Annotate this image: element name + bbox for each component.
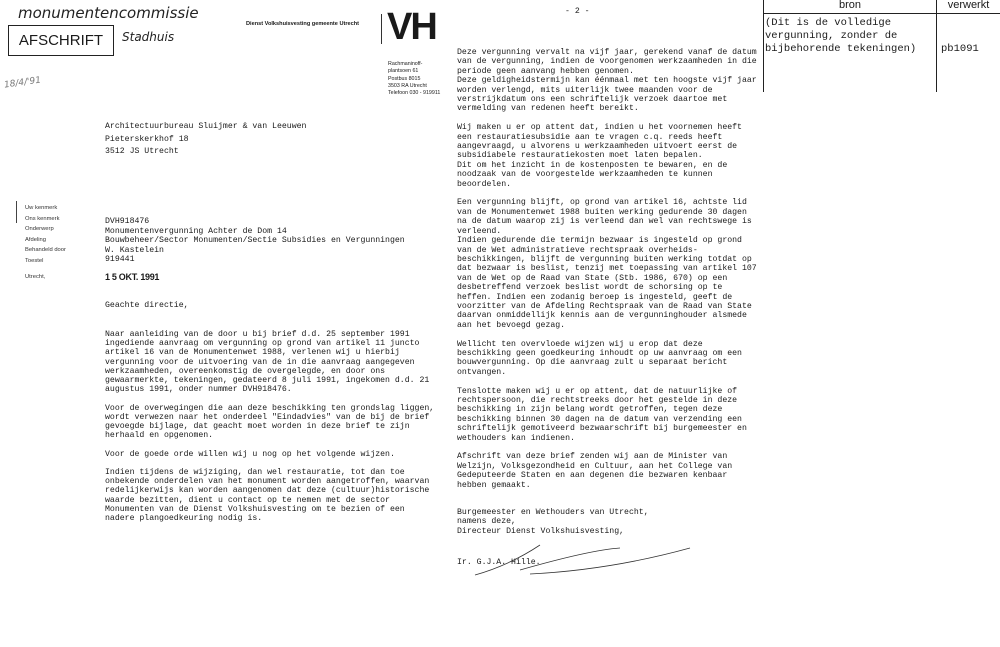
paragraph-suspension: Een vergunning blijft, op grond van artikel 16, achtste lid van de Monumentenwet 1988 buiten werking gedurende 30 dagen na de datum waarop zij is verleend dan wel van rechtswege is verleend. Indien gedurende die termijn bezwaar is ingesteld op grond van de Wet administratieve rechtspraak overheids- beschikkingen, blijft de vergunning buiten werking totdat op dat bezwaar is beslist, tenzij met toepassing van artikel 107 van de Wet op de Raad van State (Stb. 1986, 670) op een desbetreffend verzoek beslist wordt de schorsing op te heffen. Indien een zodanig beroep is ingesteld, geeft de voorzitter van de Afdeling Rechtspraak van de Raad van State daarvan onmiddellijk kennis aan de vergunninghouder alsmede aan het bevoegd gezag. bbox=[457, 198, 757, 330]
page2-body bbox=[457, 48, 757, 499]
vh-logo: VH bbox=[387, 6, 436, 48]
addressee-block: Architectuurbureau Sluijmer & van Leeuwen Pieterskerkhof 18 3512 JS Utrecht bbox=[105, 122, 307, 156]
paragraph-building-permit: Wellicht ten overvloede wijzen wij u erop dat deze beschikking geen goedkeuring inhoudt op uw aanvraag om een bouwvergunning. Op die aanvraag zult u separaat bericht ontvangen. bbox=[457, 339, 742, 377]
paragraph-permit-granted: Naar aanleiding van de door u bij brief d.d. 25 september 1991 ingediende aanvraag om vergunning op grond van artikel 11 juncto artikel 16 van de Monumentenwet 1988, verlenen wij u hierbij vergunning voor de uitvoering van de in die aanvraag aangegeven werkzaamheden, overeenkomstig de overgelegde, en door ons gewaarmerkte, tekeningen, gedateerd 8 juli 1991, ingekomen d.d. 21 augustus 1991, onder nummer DVH918476. bbox=[105, 330, 430, 395]
label-onderwerp: Onderwerp bbox=[25, 226, 54, 233]
table-header-bron: bron bbox=[838, 0, 862, 11]
paragraph-objection: Tenslotte maken wij u er op attent, dat de natuurlijke of rechtspersoon, die rechtstreeks door het gestelde in deze beschikking in zijn belang wordt getroffen, tegen deze beschikking binnen 30 dagen na de datum van verzending een schriftelijk gemotiveerd bezwaarschrift bij burgemeester en wethouders kan indienen. bbox=[457, 386, 747, 443]
handwritten-note-top: monumentencommissie bbox=[18, 4, 199, 22]
letterhead-address: Rachmaninoff- plantsoen 61 Postbus 8015 3503 RA Utrecht Telefoon 030 - 919911 bbox=[388, 61, 441, 97]
paragraph-considerations: Voor de overwegingen die aan deze beschikking ten grondslag liggen, wordt verwezen naar het onderdeel "Eindadvies" van de bij de brief gevoegde bijlage, dat geacht moet worden in deze brief te zijn herhaald en opgenomen. bbox=[105, 403, 435, 441]
paragraph-notice: Voor de goede orde willen wij u nog op het volgende wijzen. bbox=[105, 449, 395, 459]
label-place: Utrecht, bbox=[25, 274, 46, 280]
paragraph-discoveries: Indien tijdens de wijziging, dan wel restauratie, tot dan toe onbekende onderdelen van het monument worden aangetroffen, waarvan redelijkerwijs kan worden aangenomen dat deze (cultuur)historische waarde bezitten, dient u contact op te nemen met de sector Monumenten van de Dienst Volkshuisvesting om te bezien of een nadere plangoedkeuring nodig is. bbox=[105, 468, 430, 524]
paragraph-subsidy: Wij maken u er op attent dat, indien u het voornemen heeft een restauratiesubsidie aan te vragen c.q. reeds heeft aangevraagd, u alvorens u werkzaamheden uitvoert eerst de subsidiabele restauratiekosten moet laten bepalen. Dit om het inzicht in de kostenposten te bewaren, en de noodzaak van de voorgestelde werkzaamheden te kunnen beoordelen. bbox=[457, 123, 742, 189]
reference-labels bbox=[25, 203, 66, 267]
label-uw-kenmerk: Uw kenmerk bbox=[25, 205, 58, 211]
salutation: Geachte directie, bbox=[105, 301, 189, 310]
label-toestel: Toestel bbox=[25, 257, 44, 264]
paragraph-expiry: Deze vergunning vervalt na vijf jaar, gerekend vanaf de datum van de vergunning, indien de voorgenomen werkzaamheden in die periode geen aanvang hebben genomen. Deze geldigheidstermijn kan éénmaal met ten hoogste vijf jaar worden verlengd, mits uiterlijk twee maanden voor de verstrijkdatum ons een schriftelijk verzoek daartoe met vermelding van redenen heeft bereikt. bbox=[457, 48, 757, 114]
table-cell-verwerkt: pb1091 bbox=[941, 43, 979, 55]
handwritten-note-side: Stadhuis bbox=[122, 30, 175, 44]
signatory: Ir. G.J.A. Hille. bbox=[457, 558, 541, 567]
label-afdeling: Afdeling bbox=[25, 236, 46, 243]
letterhead-organization: Dienst Volkshuisvesting gemeente Utrecht bbox=[246, 21, 360, 27]
paragraph-copies: Afschrift van deze brief zenden wij aan de Minister van Welzijn, Volksgezondheid en Cultuur, aan het College van Gedeputeerde Staten en aan degenen die bezwaren kenbaar hebben gemaakt. bbox=[457, 452, 733, 490]
margin-mark bbox=[16, 201, 17, 223]
label-ons-kenmerk: Ons kenmerk bbox=[25, 215, 60, 222]
page1-body bbox=[105, 330, 434, 532]
letterhead-divider bbox=[381, 14, 382, 44]
handwritten-date: 18/4/'91 bbox=[3, 75, 42, 91]
table-cell-bron: (Dit is de volledige vergunning, zonder de bijbehorende tekeningen) bbox=[765, 17, 917, 55]
table-header-divider bbox=[763, 13, 1000, 14]
letter-date: 1 5 OKT. 1991 bbox=[105, 272, 160, 282]
label-behandeld-door: Behandeld door bbox=[25, 247, 66, 254]
closing: Burgemeester en Wethouders van Utrecht, namens deze, Directeur Dienst Volkshuisvesting, bbox=[457, 508, 649, 536]
reference-values: DVH918476 Monumentenvergunning Achter de Dom 14 Bouwbeheer/Sector Monumenten/Sectie Subsidies en Vergunningen W. Kastelein 919441 bbox=[105, 217, 405, 264]
afschrift-stamp: AFSCHRIFT bbox=[8, 25, 114, 56]
page-number: - 2 - bbox=[565, 7, 590, 16]
table-header-verwerkt: verwerkt bbox=[947, 0, 990, 11]
